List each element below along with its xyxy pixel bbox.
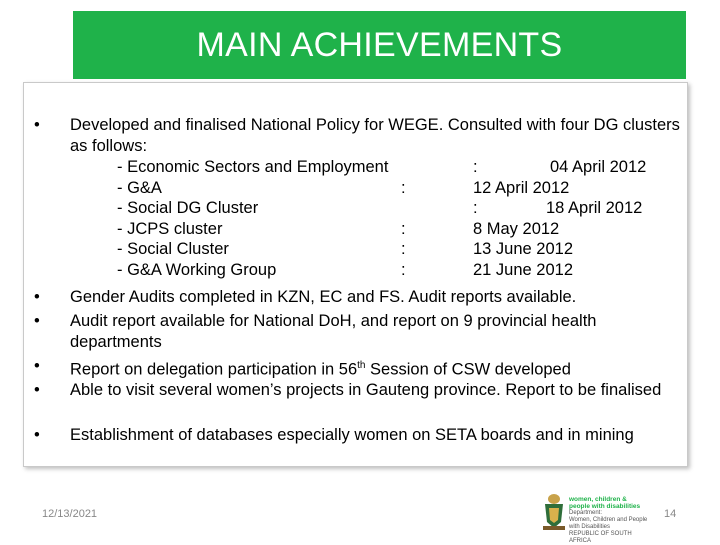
- slide-title: MAIN ACHIEVEMENTS: [196, 26, 563, 64]
- footer-date: 12/13/2021: [42, 508, 98, 520]
- bullet-text: Able to visit several women’s projects in Gauteng province. Report to be finalised: [70, 381, 662, 399]
- consultation-name: - G&A: [117, 178, 162, 197]
- consultation-sep: :: [401, 261, 406, 279]
- consultation-date: 12 April 2012: [473, 178, 570, 197]
- bullet-dot: •: [34, 381, 40, 399]
- consultation-sep: :: [401, 178, 406, 197]
- bullet-dot: •: [34, 426, 40, 444]
- logo-line: people with disabilities: [569, 503, 641, 510]
- logo-line: REPUBLIC OF SOUTH AFRICA: [569, 531, 632, 544]
- consultation-sep: :: [473, 199, 478, 218]
- consultation-date: 18 April 2012: [546, 199, 643, 218]
- consultation-name: - Social Cluster: [117, 240, 229, 259]
- consultation-name: - Economic Sectors and Employment: [117, 158, 389, 176]
- consultation-date: 04 April 2012: [550, 158, 647, 176]
- consultation-sep: :: [401, 219, 406, 238]
- bullet-text: Report on delegation participation in 56th Session of CSW developed: [70, 360, 571, 379]
- bullet-text: Audit report available for National DoH, and report on 9 provincial health departments: [70, 312, 597, 351]
- bullet-dot: •: [34, 116, 40, 134]
- bullet-dot: •: [34, 312, 40, 330]
- consultation-name: - Social DG Cluster: [117, 199, 259, 218]
- bullet-text: Developed and finalised National Policy for WEGE. Consulted with four DG clusters as follows:: [70, 116, 680, 155]
- consultation-sep: :: [401, 240, 406, 259]
- department-logo: [541, 492, 653, 544]
- content-box: [23, 82, 688, 467]
- bullet-text: Gender Audits completed in KZN, EC and FS. Audit reports available.: [70, 288, 577, 306]
- bullet-dot: •: [34, 288, 40, 306]
- consultation-date: 8 May 2012: [473, 219, 560, 238]
- bullet-text: Establishment of databases especially women on SETA boards and in mining: [70, 426, 634, 444]
- consultation-name: - JCPS cluster: [117, 219, 223, 238]
- consultation-date: 21 June 2012: [473, 261, 574, 279]
- consultation-date: 13 June 2012: [473, 240, 574, 259]
- consultation-sep: :: [473, 158, 478, 176]
- logo-line: women, children &: [569, 496, 627, 503]
- bullet-dot: •: [34, 357, 40, 375]
- logo-text: [569, 496, 653, 545]
- consultation-name: - G&A Working Group: [117, 261, 277, 279]
- logo-line: Women, Children and People with Disabilities: [569, 517, 648, 530]
- page-number: 14: [664, 508, 677, 520]
- logo-line: Department:: [569, 510, 603, 516]
- ordinal-suffix: th: [357, 360, 366, 371]
- title-banner: [73, 11, 686, 79]
- coat-of-arms-icon: [541, 492, 567, 532]
